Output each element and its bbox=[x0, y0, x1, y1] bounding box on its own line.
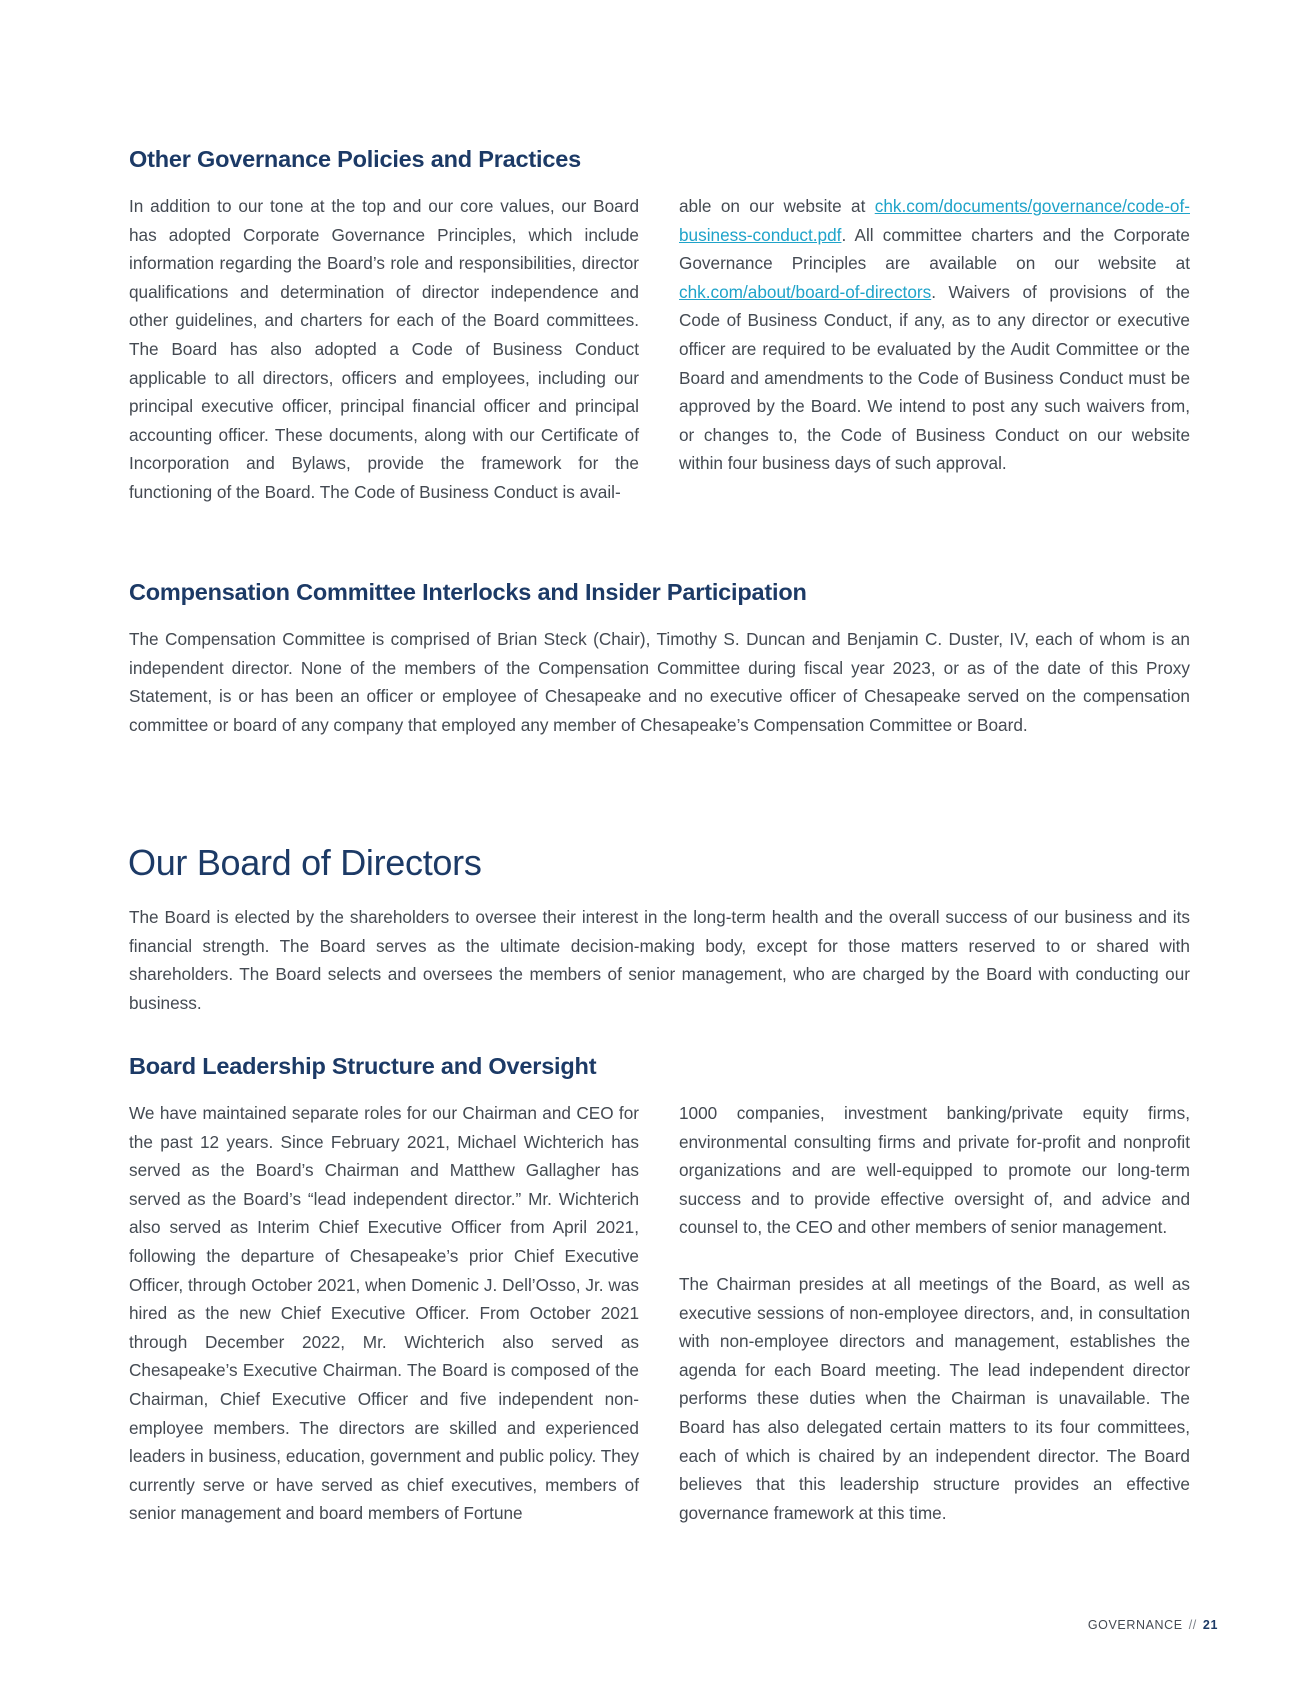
leadership-right-paragraph-2: The Chairman presides at all meetings of the Board, as well as executive sessions of non-employee directors, and, in consultation with non-employee directors and management, establishes the agenda for each Board meeting. The lead independent director performs these duties when the Chairman is unavailable. The Board has also delegated certain matters to its four committees, each of which is chaired by an independent director. The Board believes that this leadership structure provides an effective governance framework at this time. bbox=[679, 1274, 1190, 1523]
heading-other-governance: Other Governance Policies and Practices bbox=[129, 146, 581, 172]
page-number: 21 bbox=[1202, 1618, 1218, 1632]
code-of-conduct-link[interactable]: chk.com/documents/governance/code-of-business-conduct.pdf bbox=[679, 196, 1190, 245]
governance-right-text-1: able on our website at bbox=[679, 196, 875, 216]
heading-compensation-interlocks: Compensation Committee Interlocks and Insider Participation bbox=[129, 579, 807, 605]
governance-right-text-3: . Waivers of provisions of the Code of Business Conduct, if any, as to any director or executive officer are required to be evaluated by the Audit Committee or the Board and amendments to the Code of Business Conduct must be approved by the Board. We intend to post any such waivers from, or changes to, the Code of Business Conduct on our website within four business days of such approval. bbox=[679, 281, 1190, 474]
footer-section-label: GOVERNANCE bbox=[1087, 1618, 1183, 1632]
governance-right-text-2: . All committee charters and the Corporate Governance Principles are available on our website at bbox=[679, 224, 1190, 274]
governance-left-paragraph: In addition to our tone at the top and our core values, our Board has adopted Corporate Governance Principles, which include information regarding the Board’s role and responsibilities, director qualifications and determination of director independence and other guidelines, and charters for each of the Board committees. The Board has also adopted a Code of Business Conduct applicable to all directors, officers and employees, including our principal executive officer, principal financial officer and principal accounting officer. These documents, along with our Certificate of Incorporation and Bylaws, provide the framework for the functioning of the Board. The Code of Business Conduct is avail- bbox=[129, 196, 639, 502]
leadership-right-paragraph-1: 1000 companies, investment banking/private equity firms, environmental consulting firms and private for-profit and nonprofit organizations and are well-equipped to promote our long-term success and to provide effective oversight of, and advice and counsel to, the CEO and other members of senior management. bbox=[679, 1103, 1190, 1238]
footer-separator: // bbox=[1188, 1618, 1197, 1632]
heading-board-leadership: Board Leadership Structure and Oversight bbox=[129, 1053, 597, 1079]
board-of-directors-link[interactable]: chk.com/about/board-of-directors bbox=[679, 281, 932, 302]
compensation-paragraph: The Compensation Committee is comprised of Brian Steck (Chair), Timothy S. Duncan and Benjamin C. Duster, IV, each of whom is an independent director. None of the members of the Compensation Committee during fiscal year 2023, or as of the date of this Proxy Statement, is or has been an officer or employee of Chesapeake and no executive officer of Chesapeake served on the compensation committee or board of any company that employed any member of Chesapeake’s Compensation Committee or Board. bbox=[129, 629, 1190, 735]
governance-right-paragraph bbox=[679, 192, 1190, 478]
leadership-left-paragraph: We have maintained separate roles for our Chairman and CEO for the past 12 years. Since February 2021, Michael Wichterich has served as the Board’s Chairman and Matthew Gallagher has served as the Board’s “lead independent director.” Mr. Wichterich also served as Interim Chief Executive Officer from April 2021, following the departure of Chesapeake’s prior Chief Executive Officer, through October 2021, when Domenic J. Dell’Osso, Jr. was hired as the new Chief Executive Officer. From October 2021 through December 2022, Mr. Wichterich also served as Chesapeake’s Executive Chairman. The Board is composed of the Chairman, Chief Executive Officer and five independent non-employee members. The directors are skilled and experienced leaders in business, education, government and public policy. They currently serve or have served as chief executives, members of senior management and board members of Fortune bbox=[129, 1103, 639, 1524]
page-footer bbox=[1088, 1618, 1218, 1632]
board-intro-paragraph: The Board is elected by the shareholders to oversee their interest in the long-term health and the overall success of our business and its financial strength. The Board serves as the ultimate decision-making body, except for those matters reserved to or shared with shareholders. The Board selects and oversees the members of senior management, who are charged by the Board with conducting our business. bbox=[129, 907, 1190, 1013]
page-title-board-of-directors: Our Board of Directors bbox=[128, 842, 482, 883]
